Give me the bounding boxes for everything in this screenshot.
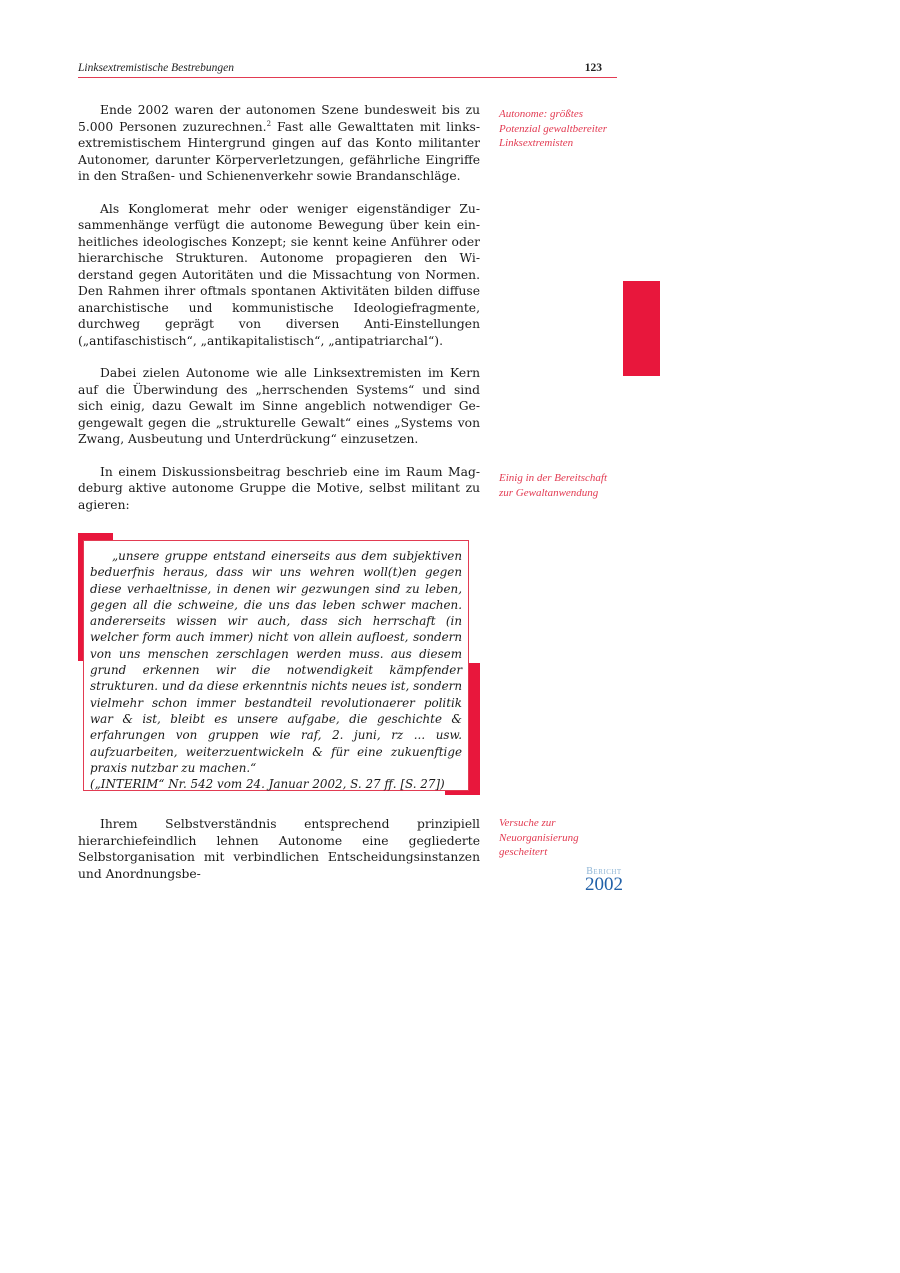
quote-source: („INTERIM“ Nr. 542 vom 24. Januar 2002, S. 27 ff. [S. 27]) xyxy=(90,777,445,792)
paragraph-1-text-a: Ende 2002 waren der autonomen Szene bundesweit bis zu 5.000 Personen zuzurechnen. xyxy=(78,103,480,134)
report-logo-word: Bericht xyxy=(586,866,622,877)
running-header xyxy=(78,62,617,78)
running-header-title: Linksextremistische Bestrebungen xyxy=(78,62,234,74)
chapter-edge-marker xyxy=(623,281,660,376)
paragraph-3: Dabei zielen Autonome wie alle Linksextremisten im Kern auf die Überwindung des „herrschenden Systems“ und sind sich einig, dazu Gewalt im Sinne angeblich notwendiger Gegengewalt gegen die „strukturelle Gewalt“ eines „Systems von Zwang, Ausbeutung und Unterdrückung“ einzusetzen. xyxy=(78,366,480,446)
paragraph-1 xyxy=(78,102,480,185)
paragraph-5: Ihrem Selbstverständnis entsprechend prinzipiell hierarchiefeindlich lehnen Autonome eine gegliederte Selbstorganisation mit verbindlichen Entscheidungsinstanzen und Anordnungsbe- xyxy=(78,817,480,881)
sidenote-neuorganisierung: Versuche zur Neuorganisierung gescheitert xyxy=(499,817,579,858)
report-logo xyxy=(578,866,630,893)
main-text-column xyxy=(78,102,480,898)
page-number: 123 xyxy=(584,62,602,74)
sidenote-autonome: Autonome: größtes Potenzial gewaltbereiter Linksextremisten xyxy=(499,108,608,149)
footnote-marker: 2 xyxy=(266,119,272,128)
paragraph-1-text-b: Fast alle Gewalttaten mit linksextremistischem Hintergrund gingen auf das Konto militanter Autonomer, darunter Körperverletzungen, gefährliche Eingriffe in den Straßen- und Schienenverkehr sowie Brandanschläge. xyxy=(78,119,481,183)
paragraph-2: Als Konglomerat mehr oder weniger eigenständiger Zusammenhänge verfügt die autonome Bewegung über kein einheitliches ideologisches Konzept; sie kennt keine Anführer oder hierarchische Strukturen. Autonome propagieren den Widerstand gegen Autoritäten und die Missachtung von Normen. Den Rahmen ihrer oftmals spontanen Aktivitäten bilden diffuse anarchistische und kommunistische Ideologiefragmente, durchweg geprägt von diversen Anti-Einstellungen („antifaschistisch“, „antikapitalistisch“, „antipatriarchal“). xyxy=(78,201,480,348)
quote-block xyxy=(78,533,480,795)
quote-box xyxy=(83,540,469,791)
paragraph-4: In einem Diskussionsbeitrag beschrieb eine im Raum Magdeburg aktive autonome Gruppe die Motive, selbst militant zu agieren: xyxy=(78,464,480,512)
quote-text: „unsere gruppe entstand einerseits aus dem subjektiven beduerfnis heraus, dass wir uns wehren woll(t)en gegen diese verhaeltnisse, in denen wir gezwungen sind zu leben, gegen all die schweine, die uns das leben schwer machen. andererseits wissen wir auch, dass sich herrschaft (in welcher form auch immer) nicht von allein aufloest, sondern von uns menschen zerschlagen werden muss. aus diesem grund erkennen wir die notwendigkeit kämpfender strukturen. und da diese erkenntnis nichts neues ist, sondern vielmehr schon immer bestandteil revolutionaerer politik war & ist, bleibt es unsere aufgabe, die geschichte & erfahrungen von gruppen wie raf, 2. juni, rz ... usw. aufzuarbeiten, weiterzuentwickeln & für eine zukuenftige praxis nutzbar zu machen.“ xyxy=(90,549,462,775)
sidenote-gewaltanwendung: Einig in der Bereitschaft zur Gewaltanwendung xyxy=(499,472,608,499)
report-logo-year: 2002 xyxy=(585,874,623,895)
